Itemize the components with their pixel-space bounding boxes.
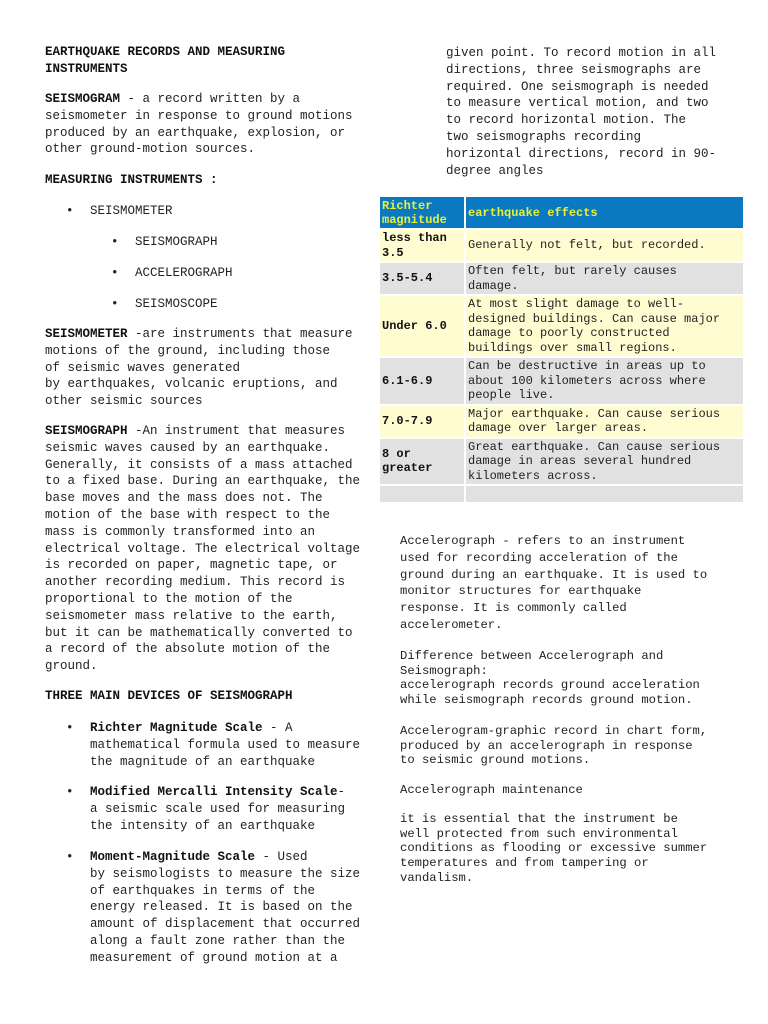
magnitude-cell: 8 or greater: [380, 439, 464, 485]
effect-cell: Often felt, but rarely causes damage.: [466, 263, 743, 294]
seismometer-definition: [45, 326, 353, 410]
definition-text: -are instruments that measure motions of the ground, including those of seismic waves generated by earthquakes, volcanic eruptions, and other seismic sources: [45, 327, 353, 409]
measuring-instruments-heading: MEASURING INSTRUMENTS :: [45, 173, 218, 187]
richter-table: [378, 195, 745, 504]
magnitude-cell: 3.5-5.4: [380, 263, 464, 294]
table-row: [380, 263, 743, 294]
accelerogram-definition: Accelerogram-graphic record in chart form, produced by an accelerograph in response to seismic ground motions.: [400, 724, 708, 768]
table-row: [380, 296, 743, 356]
header-magnitude: Richter magnitude: [380, 197, 464, 228]
seismograph-definition: [45, 423, 360, 675]
item-text: SEISMOMETER: [90, 204, 173, 218]
table-row: [380, 439, 743, 485]
term: SEISMOGRAM: [45, 92, 121, 106]
definition-text: - a record written by a seismometer in response to ground motions produced by an earthquake, explosion, or other ground-motion sources.: [45, 92, 353, 157]
magnitude-cell: 7.0-7.9: [380, 406, 464, 437]
list-item: [66, 720, 361, 770]
maintenance-text: it is essential that the instrument be well protected from such environmental conditions as flooding or excessive summer temperatures and from tampering or vandalism.: [400, 812, 708, 885]
item-text: ACCELEROGRAPH: [135, 266, 233, 280]
table-row: [380, 230, 743, 261]
term: Modified Mercalli Intensity Scale: [90, 785, 338, 799]
bullet-icon: •: [66, 850, 74, 864]
effect-cell: Generally not felt, but recorded.: [466, 230, 743, 261]
item-text: - A mathematical formula used to measure the magnitude of an earthquake: [90, 721, 361, 769]
devices-heading: THREE MAIN DEVICES OF SEISMOGRAPH: [45, 689, 293, 703]
effect-cell: [466, 486, 743, 502]
list-item: [66, 203, 173, 220]
bullet-icon: •: [66, 721, 74, 735]
item-text: SEISMOGRAPH: [135, 235, 218, 249]
document-title: EARTHQUAKE RECORDS AND MEASURING INSTRUMENTS: [45, 45, 286, 76]
effect-cell: At most slight damage to well- designed buildings. Can cause major damage to poorly constructed buildings over small regions.: [466, 296, 743, 356]
term: Moment-Magnitude Scale: [90, 850, 256, 864]
bullet-icon: •: [111, 297, 119, 311]
maintenance-heading: Accelerograph maintenance: [400, 783, 583, 797]
item-text: SEISMOSCOPE: [135, 297, 218, 311]
item-text: - Used by seismologists to measure the size of earthquakes in terms of the energy released. It is based on the amount of displacement that occurred along a fault zone rather than the measurement of ground motion at a: [90, 850, 361, 965]
magnitude-cell: [380, 486, 464, 502]
term: SEISMOGRAPH: [45, 424, 128, 438]
header-effects: earthquake effects: [466, 197, 743, 228]
bullet-icon: •: [111, 235, 119, 249]
term: SEISMOMETER: [45, 327, 128, 341]
effect-cell: Major earthquake. Can cause serious damage over larger areas.: [466, 406, 743, 437]
table-row: [380, 406, 743, 437]
list-item: [66, 849, 361, 967]
table-row-empty: [380, 486, 743, 502]
accelerograph-definition: Accelerograph - refers to an instrument used for recording acceleration of the ground during an earthquake. It is used to monitor structures for earthquake response. It is commonly called accelerometer.: [400, 534, 708, 632]
bullet-icon: •: [66, 204, 74, 218]
term: Richter Magnitude Scale: [90, 721, 263, 735]
seismogram-definition: [45, 91, 353, 158]
list-item: [66, 784, 346, 834]
magnitude-cell: 6.1-6.9: [380, 358, 464, 404]
effect-cell: Great earthquake. Can cause serious damage in areas several hundred kilometers across.: [466, 439, 743, 485]
bullet-icon: •: [66, 785, 74, 799]
magnitude-cell: Under 6.0: [380, 296, 464, 356]
item-text: - a seismic scale used for measuring the intensity of an earthquake: [90, 785, 346, 833]
magnitude-cell: less than 3.5: [380, 230, 464, 261]
list-item: [111, 296, 218, 313]
continuation-text: given point. To record motion in all directions, three seismographs are required. One seismograph is needed to measure vertical motion, and two to record horizontal motion. The two seismographs recording horizontal directions, record in 90- degree angles: [446, 46, 717, 178]
difference-text: Difference between Accelerograph and Seismograph: accelerograph records ground acceleration while seismograph records ground motion.: [400, 649, 700, 708]
bullet-icon: •: [111, 266, 119, 280]
table-row: [380, 358, 743, 404]
definition-text: -An instrument that measures seismic waves caused by an earthquake. Generally, it consists of a mass attached to a fixed base. During an earthquake, the base moves and the mass does not. The motion of the base with respect to the mass is commonly transformed into an electrical voltage. The electrical voltage is recorded on paper, magnetic tape, or another recording medium. This record is proportional to the motion of the seismometer mass relative to the earth, but it can be mathematically converted to a record of the absolute motion of the ground.: [45, 424, 361, 674]
effect-cell: Can be destructive in areas up to about 100 kilometers across where people live.: [466, 358, 743, 404]
list-item: [111, 234, 218, 251]
list-item: [111, 265, 233, 282]
